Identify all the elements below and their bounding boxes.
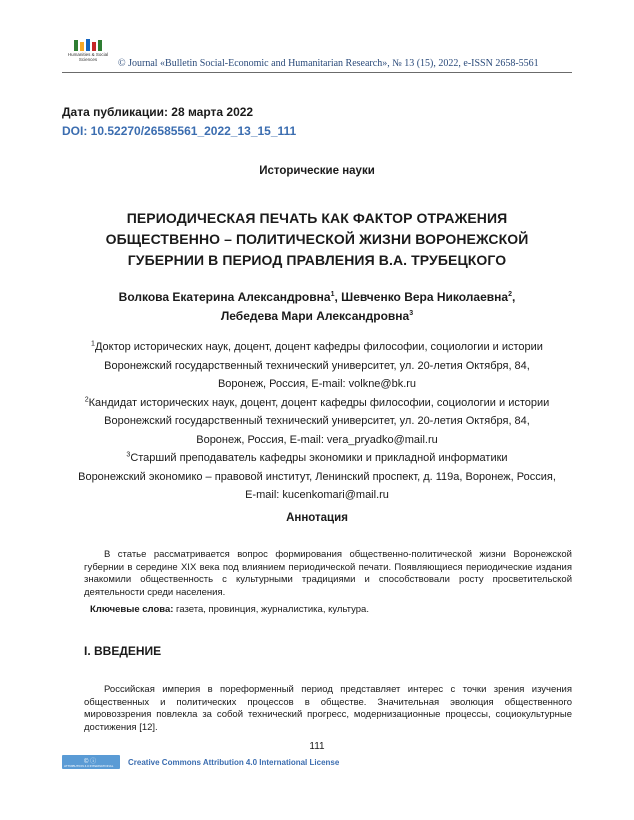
author-1-sup: 1 xyxy=(330,291,335,298)
people-logo-icon xyxy=(68,38,108,52)
authors xyxy=(62,288,572,326)
affil-line-1: Доктор исторических наук, доцент, доцент кафедры философии, социологии и истории xyxy=(94,341,543,353)
abstract-heading: Аннотация xyxy=(286,512,348,524)
affil-line-2: Воронежский государственный технический университет, ул. 20-летия Октября, 84, xyxy=(104,359,530,372)
abstract-text: В статье рассматривается вопрос формирования общественно-политической жизни Воронежской губернии в середине XIX века под влиянием периодической печати. Появляющиеся периодические издания знакомили общественность с культурными традициями и способствовали росту просветительской деятельности среди населения. xyxy=(84,549,572,598)
affil-line-3: Воронеж, Россия, E-mail: volkne@bk.ru xyxy=(217,378,417,390)
author-sep-1: , xyxy=(334,290,342,304)
author-2: Шевченко Вера Николаевна xyxy=(341,290,509,304)
license-link[interactable]: Creative Commons Attribution 4.0 International License xyxy=(128,758,340,767)
keywords-text: газета, провинция, журналистика, культура. xyxy=(173,604,369,615)
title-line-2: ОБЩЕСТВЕННО – ПОЛИТИЧЕСКОЙ ЖИЗНИ ВОРОНЕЖСКОЙ xyxy=(105,231,529,247)
intro-body xyxy=(84,684,572,734)
author-3-sup: 3 xyxy=(409,310,414,317)
abstract-body xyxy=(84,549,572,599)
affil-sup-1: 1 xyxy=(91,340,95,348)
keywords-label: Ключевые слова: xyxy=(90,604,174,615)
intro-text: Российская империя в пореформенный период представляет интерес с точки зрения изучения общественных и политических процессов в обществе. Значительная эволюция общественного мировоззрения повлекла за собой технический прогресс, модернизационные процессы, социокультурные достижения [12]. xyxy=(84,684,572,733)
author-2-sup: 2 xyxy=(508,291,512,298)
page-number: 111 xyxy=(309,741,325,752)
title-line-1: ПЕРИОДИЧЕСКАЯ ПЕЧАТЬ КАК ФАКТОР ОТРАЖЕНИЯ xyxy=(126,210,508,226)
affil-sup-3: 3 xyxy=(126,451,131,459)
affil-line-8: Воронежский экономико – правовой институт, Ленинский проспект, д. 119а, Воронеж, Россия, xyxy=(78,470,556,483)
affil-line-5: Воронежский государственный технический университет, ул. 20-летия Октября, 84, xyxy=(104,415,530,427)
author-3: Лебедева Мари Александровна xyxy=(220,309,410,323)
affil-sup-2: 2 xyxy=(84,395,89,403)
doi-link[interactable]: DOI: 10.52270/26585561_2022_13_15_111 xyxy=(62,124,297,138)
cc-badge-text: ATTRIBUTION 4.0 INTERNATIONAL xyxy=(64,764,114,768)
author-1: Волкова Екатерина Александровна xyxy=(118,290,331,304)
title-line-3: ГУБЕРНИИ В ПЕРИОД ПРАВЛЕНИЯ В.А. ТРУБЕЦКОГО xyxy=(127,252,507,268)
logo-text-2: Sciences xyxy=(78,57,98,62)
journal-header: © Journal «Bulletin Social-Economic and Humanitarian Research», № 13 (15), 2022, e-ISSN 2658-5561 xyxy=(118,58,539,69)
header-divider xyxy=(62,72,572,73)
affil-line-4: Кандидат исторических наук, доцент, доцент кафедры философии, социологии и истории xyxy=(88,396,550,409)
cc-badge[interactable] xyxy=(62,755,120,769)
intro-heading: I. ВВЕДЕНИЕ xyxy=(84,644,162,658)
keywords xyxy=(90,604,369,615)
publication-date: Дата публикации: 28 марта 2022 xyxy=(62,105,254,119)
journal-logo xyxy=(62,38,114,62)
cc-icon: © ⓘ xyxy=(84,759,97,765)
section-title: Исторические науки xyxy=(259,165,375,177)
affil-line-9: E-mail: kucenkomari@mail.ru xyxy=(245,489,389,501)
affiliations xyxy=(62,338,572,505)
logo-text-1: Humanities & Social xyxy=(67,52,109,57)
article-title xyxy=(62,208,572,271)
affil-line-7: Старший преподаватель кафедры экономики и прикладной информатики xyxy=(130,452,508,464)
affil-line-6: Воронеж, Россия, E-mail: vera_pryadko@mail.ru xyxy=(196,433,438,446)
author-sep-2: , xyxy=(511,290,516,304)
